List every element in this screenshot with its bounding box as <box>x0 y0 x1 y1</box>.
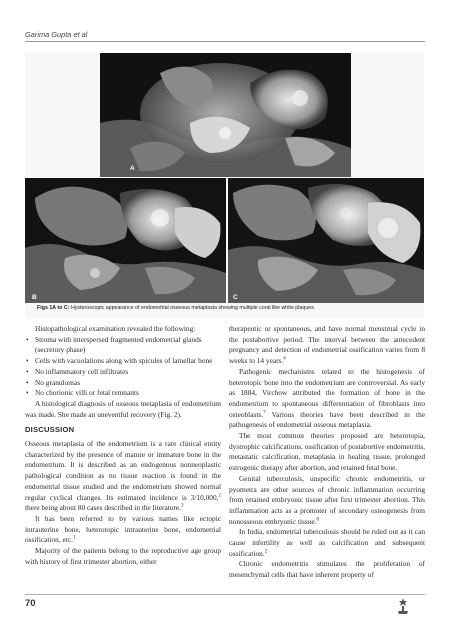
right-paragraph-5: In India, endometrial tuberculosis should be ruled out as it can cause infertility as well as calcification and subsequent ossification.$^2$ <box>229 527 425 558</box>
list-item: • Stroma with interspersed fragmented endometrial glands (secretory phase) <box>25 335 221 356</box>
figure <box>25 53 424 318</box>
header-rule <box>25 41 425 42</box>
section-heading-discussion: DISCUSSION <box>25 425 75 435</box>
label-c: C <box>233 294 238 301</box>
reference-marker: 7 <box>263 410 266 416</box>
label-b: B <box>32 294 37 301</box>
running-head: Garima Gupta et al <box>25 30 88 39</box>
label-a: A <box>130 165 135 172</box>
diagnosis-paragraph: A histological diagnosis of osseous metaplasia of endometrium was made. She made an uneventful recovery (Fig. 2). <box>25 398 221 419</box>
list-item: • No granulomas <box>25 378 221 389</box>
photo-b <box>25 178 226 303</box>
publisher-logo-icon <box>397 598 409 614</box>
histopathology-intro: Histopathological examination revealed the following: <box>35 324 196 333</box>
left-column <box>25 324 221 567</box>
reference-marker: 8 <box>316 517 320 523</box>
list-item: • Cells with vacuolations along with spicules of lamellar bone <box>25 356 221 367</box>
discussion-paragraph-2: It has been referred to by various names like ectopic intrauterine bone, heterotopic intrauterine bone, endometrial ossification, etc.$^1$ <box>25 513 221 545</box>
caption-label: Figs 1A to C: <box>37 305 70 311</box>
photo-a-image <box>100 53 351 177</box>
reference-marker: 4 <box>283 356 286 362</box>
right-column <box>229 324 425 581</box>
footer-rule <box>25 594 425 595</box>
photo-b-image <box>25 178 226 303</box>
list-item: • No chorionic villi or fetal remnants <box>25 388 221 399</box>
list-item: • No inflammatory cell infiltrates <box>25 367 221 378</box>
discussion-paragraph-1: Osseous metaplasia of the endometrium is a rare clinical entity characterized by the presence of mature or immature bone in the endometrium. It is described as an endogenous nonneoplastic pathological condition as no tissue reaction is found in the endometrial tissue studied and the endometrium showed normal regular cyclical changes. Its estimated incidence is 3/10,000,$^2$ there being about 80 cases described in the literature.$^3$ <box>25 439 221 513</box>
discussion-paragraph-3: Majority of the patients belong to the reproductive age group with history of first trimester abortion, either <box>25 546 221 566</box>
figure-caption <box>37 305 417 311</box>
photo-c-image <box>228 178 424 303</box>
reference-marker: 2 <box>264 549 268 555</box>
reference-marker: 3 <box>181 503 184 509</box>
caption-text: Hysteroscopic appearance of endometrial osseous metaplasia showing multiple coral like white plaques <box>70 305 314 311</box>
right-paragraph-6: Chronic endometritis stimulates the proliferation of mesenchymal cells that have inherent property of <box>229 559 425 580</box>
right-paragraph-2: Pathogenic mechanisms related to the histogenesis of heterotopic bone into the endometrium are controversial. As early as 1884, Virchow attributed the formation of bone in the endometrium to spontaneous differentiation of fibroblasts into osteoblasts.$^7$ Various theories have been described in the pathogenesis of endometrial osseous metaplasia. <box>229 366 425 430</box>
reference-marker: 2 <box>218 493 221 499</box>
findings-list <box>25 335 221 399</box>
photo-c <box>228 178 424 303</box>
right-paragraph-4: Genital tuberculosis, unspecific chronic endometritis, or pyometra are other sources of chronic inflammation occurring from retained embryonic tissue after first trimester abortion. This inflammation acts as a promoter of secondary osteogenesis from nonosseous embryonic tissue.$^8$ <box>229 473 425 526</box>
right-paragraph-3: The most common theories proposed are heterotopia, dystrophic calcifications, ossification of postabortive endometritis, metastatic calcification, metaplasia in healing tissue, prolonged estrogenic therapy after abortion, and retained fetal bone. <box>229 431 425 473</box>
photo-a <box>100 53 351 177</box>
reference-marker: 1 <box>72 535 76 541</box>
page-number: 70 <box>25 598 36 609</box>
right-paragraph-1: therapeutic or spontaneous, and have normal menstrual cycle in the postabortive period. The interval between the antecedent pregnancy and detection of endometrial ossification varies from 8 weeks to 14 years.$^4$ <box>229 324 425 366</box>
